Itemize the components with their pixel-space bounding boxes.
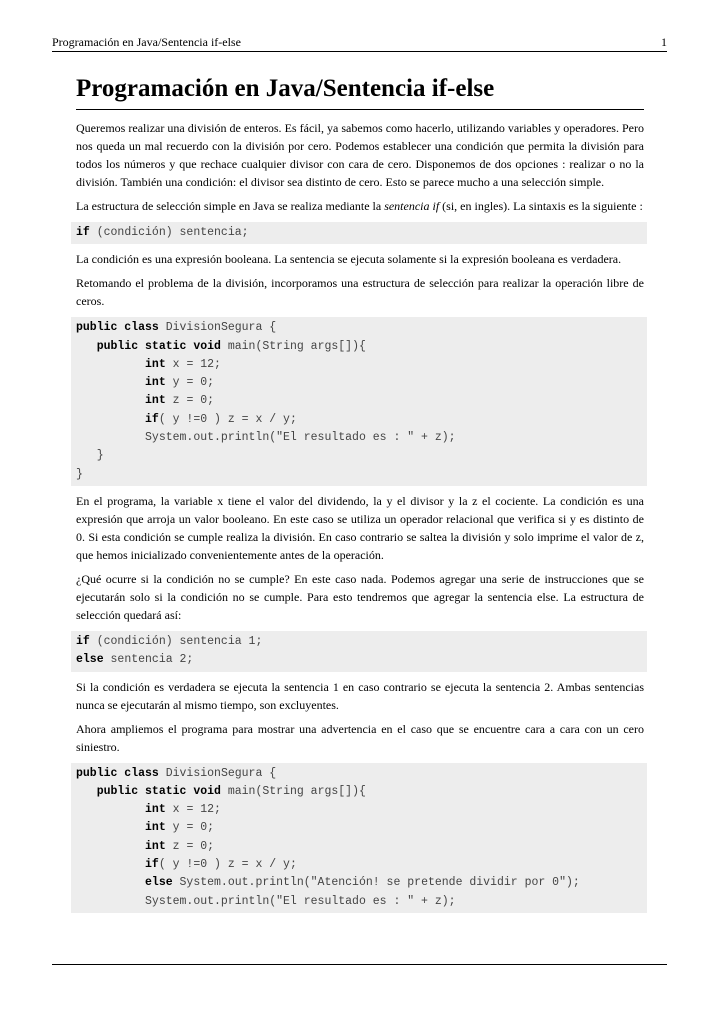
paragraph-condition: La condición es una expresión booleana. La sentencia se ejecuta solamente si la expresión booleana es verdadera. — [76, 252, 622, 267]
code-line — [76, 429, 647, 447]
code-block-division-segura — [71, 317, 647, 486]
paragraph-retomando: Retomando el problema de la división, incorporamos una estructura de selección para realizar la operación libre de ceros. — [76, 276, 644, 309]
paragraph-syntax-text-after: (si, en ingles). La sintaxis es la siguiente : — [439, 199, 643, 213]
code-text: z = 0; — [165, 394, 215, 408]
code-text: y = 0; — [165, 376, 215, 390]
code-keyword: int — [145, 394, 166, 408]
code-text: sentencia 2; — [103, 653, 194, 667]
code-text: (condición) sentencia 1; — [89, 634, 263, 648]
code-text — [76, 358, 145, 371]
paragraph-intro: Queremos realizar una división de enteros. Es fácil, ya sabemos como hacerlo, utilizando variables y operadores. Pero nos queda un mal recuerdo con la división por cero. Podemos establecer una condición que permita la división para todos los números y que rechace cualquier divisor con cara de cero. Disponemos de dos opciones : realizar o no la división. También una condición: el divisor sea distinto de cero. Esto se parece mucho a una selección simple. — [76, 121, 644, 189]
code-keyword: int — [145, 803, 166, 817]
code-line — [76, 819, 647, 837]
code-text: x = 12; — [165, 357, 221, 371]
code-keyword: if — [145, 412, 159, 426]
code-line — [76, 765, 647, 783]
paragraph-else-question: ¿Qué ocurre si la condición no se cumple? En este caso nada. Podemos agregar una serie de instrucciones que se ejecutarán solo si la condición no se cumple. Para esto tendremos que agregar la sentencia else. La estructura de selección quedará así: — [76, 571, 644, 622]
code-line — [76, 856, 647, 874]
code-text — [76, 858, 145, 871]
code-line — [76, 874, 647, 892]
code-line — [76, 801, 647, 819]
code-text — [76, 413, 145, 426]
code-line — [76, 651, 647, 669]
code-text: System.out.println("El resultado es : " + z); — [76, 431, 456, 445]
code-text: DivisionSegura { — [158, 321, 277, 335]
page-number: 1 — [661, 35, 667, 49]
code-text — [76, 394, 145, 407]
footer-rule — [52, 964, 667, 965]
code-text: } — [76, 467, 83, 481]
code-text: main(String args[]){ — [220, 339, 366, 353]
code-keyword: public static void — [96, 784, 221, 798]
code-line — [76, 338, 647, 356]
code-line — [76, 374, 647, 392]
code-line — [76, 411, 647, 429]
code-block-if-syntax — [71, 222, 647, 244]
code-keyword: if — [76, 634, 90, 648]
sentencia-if-emphasis: sentencia if — [384, 199, 440, 213]
running-header-title: Programación en Java/Sentencia if-else — [52, 35, 241, 49]
code-keyword: int — [145, 376, 166, 390]
code-text: ( y !=0 ) z = x / y; — [158, 858, 297, 872]
code-keyword: if — [145, 858, 159, 872]
code-text — [76, 840, 145, 853]
paragraph-program-explanation: En el programa, la variable x tiene el valor del dividendo, la y el divisor y la z el cociente. La condición es una expresión que arroja un valor booleano. En este caso se utiliza un operador relacional que verifica si y es distinto de 0. Si esta condición se cumple realiza la división. En caso contrario se saltea la división y solo imprime el valor de z, que hemos inicializado convenientemente antes de la operación. — [76, 493, 644, 562]
code-line — [76, 783, 647, 801]
running-header — [52, 35, 667, 52]
paragraph-syntax-intro — [76, 197, 644, 215]
code-text: z = 0; — [165, 839, 215, 853]
code-keyword: public class — [76, 766, 159, 780]
code-text: x = 12; — [165, 803, 221, 817]
code-text — [76, 785, 97, 798]
code-line — [76, 633, 647, 651]
article — [76, 72, 644, 913]
code-keyword: int — [145, 821, 166, 835]
code-block-division-segura-else — [71, 763, 647, 913]
code-line — [76, 224, 647, 242]
code-keyword: else — [76, 653, 104, 667]
code-text — [76, 876, 145, 889]
page-title: Programación en Java/Sentencia if-else — [76, 72, 644, 110]
code-text: DivisionSegura { — [158, 766, 277, 780]
code-text: y = 0; — [165, 821, 215, 835]
code-block-if-else-syntax — [71, 631, 647, 672]
code-text: main(String args[]){ — [220, 784, 366, 798]
code-line — [76, 447, 647, 465]
code-keyword: if — [76, 226, 90, 239]
code-text — [76, 340, 97, 353]
code-keyword: int — [145, 839, 166, 853]
code-line — [76, 319, 647, 337]
code-keyword: int — [145, 357, 166, 371]
code-line — [76, 356, 647, 374]
code-keyword: else — [145, 876, 173, 890]
code-text — [76, 821, 145, 834]
code-text: (condición) sentencia; — [89, 226, 249, 239]
code-line — [76, 466, 647, 484]
code-line — [76, 392, 647, 410]
code-keyword: public class — [76, 321, 159, 335]
code-text — [76, 803, 145, 816]
code-text: ( y !=0 ) z = x / y; — [158, 412, 297, 426]
paragraph-syntax-text-before: La estructura de selección simple en Java se realiza mediante la — [76, 199, 385, 213]
paragraph-else-explanation: Si la condición es verdadera se ejecuta la sentencia 1 en caso contrario se ejecuta la sentencia 2. Ambas sentencias nunca se ejecutarán al mismo tiempo, son excluyentes. — [76, 679, 644, 712]
code-line — [76, 838, 647, 856]
code-text: } — [76, 449, 104, 463]
code-text — [76, 376, 145, 389]
code-keyword: public static void — [96, 339, 221, 353]
code-text: System.out.println("Atención! se pretende dividir por 0"); — [172, 876, 580, 890]
code-line — [76, 893, 647, 911]
paragraph-advertencia: Ahora ampliemos el programa para mostrar una advertencia en el caso que se encuentre cara a cara con un cero siniestro. — [76, 721, 644, 754]
code-text: System.out.println("El resultado es : " + z); — [76, 894, 456, 908]
